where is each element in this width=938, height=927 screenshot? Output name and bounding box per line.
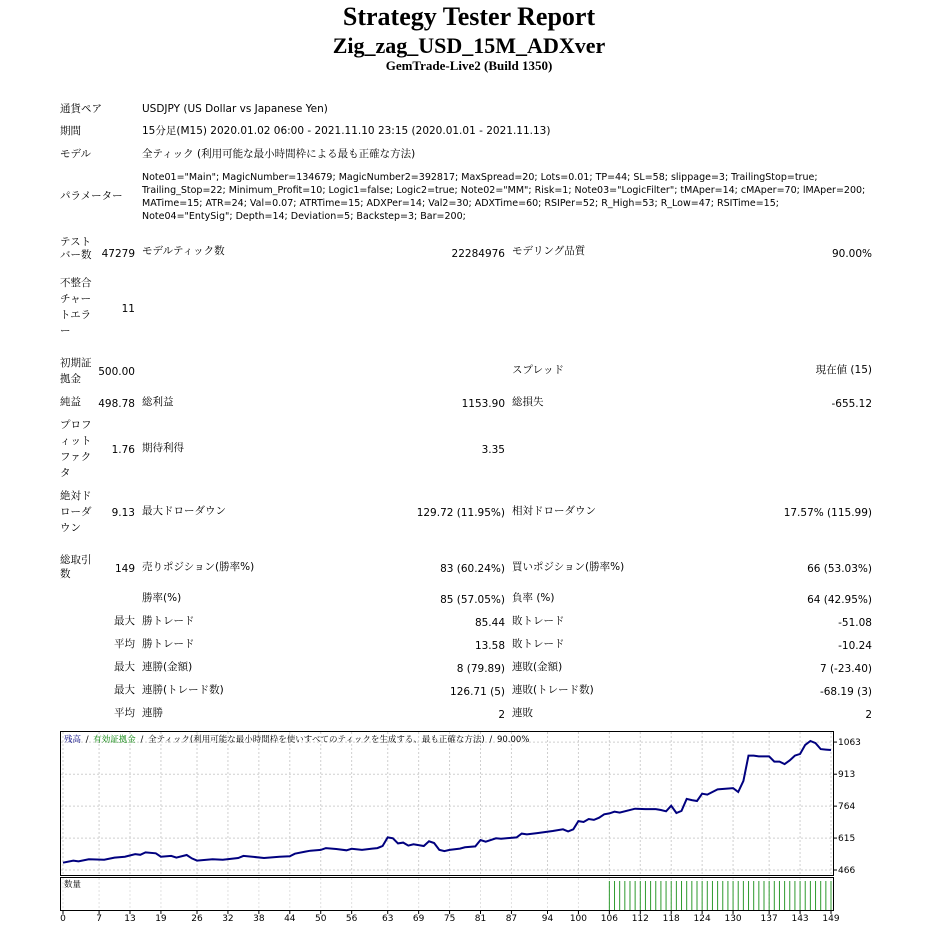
x-tick-label: 106	[600, 914, 618, 923]
avg-consecutive-qualifier: 平均	[114, 707, 135, 719]
y-tick-label: 913	[838, 770, 856, 781]
ea-name: Zig_zag_USD_15M_ADXver	[332, 33, 606, 58]
symbol-label: 通貨ペア	[60, 103, 102, 115]
rel-dd-label: 相対ドローダウン	[512, 505, 596, 517]
report-title: Strategy Tester Report	[342, 2, 596, 31]
ticks-label: モデルティック数	[142, 245, 225, 257]
y-tick-label: 466	[838, 866, 856, 876]
params-line: Note01="Main"; MagicNumber=134679; MagicNumber2=392817; MaxSpread=20; Lots=0.01; TP=44; SL=58; slippage=3; TrailingStop=true;	[142, 172, 818, 183]
cons-loss-trades-value: -68.19 (3)	[819, 686, 872, 698]
net-profit-value: 498.78	[98, 398, 135, 410]
cons-loss-trades-label: 連敗(トレード数)	[512, 684, 594, 696]
legend-sep: /	[140, 735, 144, 745]
x-tick-label: 63	[381, 914, 394, 923]
y-axis	[833, 738, 861, 876]
mismatch-label: 不整合チャートエラー	[60, 277, 92, 337]
trades-value: 149	[114, 563, 135, 575]
params-line: Note04="EntySig"; Depth=14; Deviation=5; Backstep=3; Bar=200;	[142, 211, 466, 222]
x-tick-label: 118	[662, 914, 680, 923]
mismatch-value: 11	[121, 303, 135, 315]
max-dd-label: 最大ドローダウン	[142, 505, 226, 517]
abs-dd-value: 9.13	[111, 507, 135, 519]
gross-loss-label: 総損失	[512, 396, 544, 408]
cons-loss-money-value: 7 (-23.40)	[819, 663, 872, 675]
avg-win-value: 13.58	[474, 640, 505, 652]
avg-cons-loss-label: 連敗	[512, 707, 533, 719]
bars-label: テストバー数	[60, 236, 92, 261]
x-tick-label: 32	[222, 914, 234, 923]
x-tick-label: 7	[96, 914, 102, 923]
gross-profit-label: 総利益	[142, 396, 174, 408]
loss-rate-value: 64 (42.95%)	[807, 594, 872, 606]
legend-equity: 有効証拠金	[93, 735, 136, 745]
profit-factor-value: 1.76	[111, 444, 135, 456]
legend-quality: 90.00%	[496, 735, 530, 745]
ticks-value: 22284976	[451, 248, 505, 260]
largest-loss-value: -51.08	[838, 617, 872, 629]
avg-cons-win-label: 連勝	[142, 707, 163, 719]
rel-dd-value: 17.57% (115.99)	[783, 507, 872, 519]
model-label: モデル	[60, 148, 91, 160]
period-value: 15分足(M15) 2020.01.02 06:00 - 2021.11.10 23:15 (2020.01.01 - 2021.11.13)	[142, 125, 551, 137]
x-tick-label: 143	[791, 914, 809, 923]
average-qualifier: 平均	[114, 638, 135, 650]
cons-win-money-label: 連勝(金額)	[142, 661, 193, 673]
x-tick-label: 137	[760, 914, 778, 923]
largest-loss-label: 敗トレード	[512, 615, 565, 627]
spread-value: 現在値 (15)	[815, 364, 872, 376]
model-value: 全ティック (利用可能な最小時間枠による最も正確な方法)	[142, 148, 416, 160]
x-tick-label: 0	[60, 914, 66, 923]
params-value	[142, 171, 865, 223]
cons-win-trades-label: 連勝(トレード数)	[142, 684, 224, 696]
x-tick-label: 13	[124, 914, 136, 923]
bars-value: 47279	[101, 248, 135, 260]
profit-factor-label: プロフィットファクタ	[60, 419, 92, 479]
params-line: MATime=15; ATR=24; Val=0.07; ATRTime=15; ADXPer=14; Val2=30; ADXTime=60; RSIPer=52; R_High=53; R_Low=47; RSITime=15;	[142, 198, 779, 209]
x-tick-label: 50	[314, 914, 327, 923]
payoff-value: 3.35	[481, 444, 505, 456]
largest-win-label: 勝トレード	[142, 615, 195, 627]
loss-rate-label: 負率 (%)	[512, 592, 555, 604]
legend-sep: /	[85, 735, 89, 745]
win-rate-label: 勝率(%)	[142, 592, 182, 604]
payoff-label: 期待利得	[142, 442, 184, 454]
params-line: Trailing_Stop=22; Minimum_Profit=10; Logic1=false; Logic2=true; Note02="MM"; Risk=1; Note03="LogicFilter"; tMAper=14; cMAper=70; lMAper=200;	[142, 185, 866, 196]
y-tick-label: 615	[838, 834, 856, 845]
x-tick-label: 112	[631, 914, 649, 923]
x-tick-label: 94	[541, 914, 554, 923]
avg-win-label: 勝トレード	[142, 638, 195, 650]
y-tick-label: 1063	[838, 738, 861, 749]
largest-qualifier: 最大	[114, 615, 135, 627]
x-tick-label: 69	[412, 914, 425, 923]
balance-chart	[60, 731, 876, 923]
x-tick-label: 26	[191, 914, 203, 923]
cons-win-trades-value: 126.71 (5)	[450, 686, 505, 698]
x-tick-label: 19	[155, 914, 167, 923]
net-profit-label: 純益	[60, 396, 81, 408]
chart-legend	[64, 734, 529, 745]
cons-loss-money-label: 連敗(金額)	[512, 661, 563, 673]
cons-win-money-value: 8 (79.89)	[456, 663, 505, 675]
server-build: GemTrade-Live2 (Build 1350)	[385, 58, 553, 73]
gross-profit-value: 1153.90	[461, 398, 505, 410]
deposit-label: 初期証拠金	[60, 357, 92, 385]
y-tick-label: 764	[838, 802, 856, 813]
symbol-value: USDJPY (US Dollar vs Japanese Yen)	[142, 103, 328, 115]
main-plot-frame	[61, 732, 834, 876]
avg-loss-label: 敗トレード	[512, 638, 565, 650]
x-tick-label: 149	[822, 914, 840, 923]
spread-label: スプレッド	[512, 364, 564, 376]
quality-value: 90.00%	[831, 248, 872, 260]
gross-loss-value: -655.12	[831, 398, 872, 410]
period-label: 期間	[60, 125, 81, 137]
x-tick-label: 100	[569, 914, 588, 923]
short-value: 83 (60.24%)	[440, 563, 505, 575]
avg-cons-loss-value: 2	[865, 709, 872, 721]
legend-model: 全ティック(利用可能な最小時間枠を使いすべてのティックを生成する、最も正確な方法)	[148, 735, 485, 745]
x-tick-label: 75	[443, 914, 456, 923]
deposit-value: 500.00	[98, 366, 135, 378]
x-tick-label: 56	[345, 914, 358, 923]
trades-label: 総取引数	[60, 554, 92, 580]
params-label: パラメーター	[60, 190, 123, 202]
quality-label: モデリング品質	[512, 245, 586, 257]
x-tick-label: 81	[474, 914, 487, 923]
x-tick-label: 130	[724, 914, 742, 923]
x-tick-label: 124	[693, 914, 711, 923]
legend-sep: /	[489, 735, 493, 745]
x-tick-label: 38	[253, 914, 265, 923]
volume-label: 数量	[64, 880, 82, 890]
short-label: 売りポジション(勝率%)	[142, 561, 255, 573]
abs-dd-label: 絶対ドローダウン	[60, 490, 92, 534]
max-consecutive-trades-qualifier: 最大	[114, 684, 135, 696]
max-dd-value: 129.72 (11.95%)	[416, 507, 505, 519]
long-label: 買いポジション(勝率%)	[512, 561, 625, 573]
avg-loss-value: -10.24	[838, 640, 872, 652]
x-tick-label: 87	[505, 914, 518, 923]
avg-cons-win-value: 2	[498, 709, 505, 721]
long-value: 66 (53.03%)	[807, 563, 872, 575]
largest-win-value: 85.44	[474, 617, 505, 629]
x-axis	[60, 911, 840, 923]
win-rate-value: 85 (57.05%)	[440, 594, 505, 606]
max-consecutive-qualifier: 最大	[114, 661, 135, 673]
legend-balance: 残高	[64, 735, 82, 745]
x-tick-label: 44	[284, 914, 296, 923]
